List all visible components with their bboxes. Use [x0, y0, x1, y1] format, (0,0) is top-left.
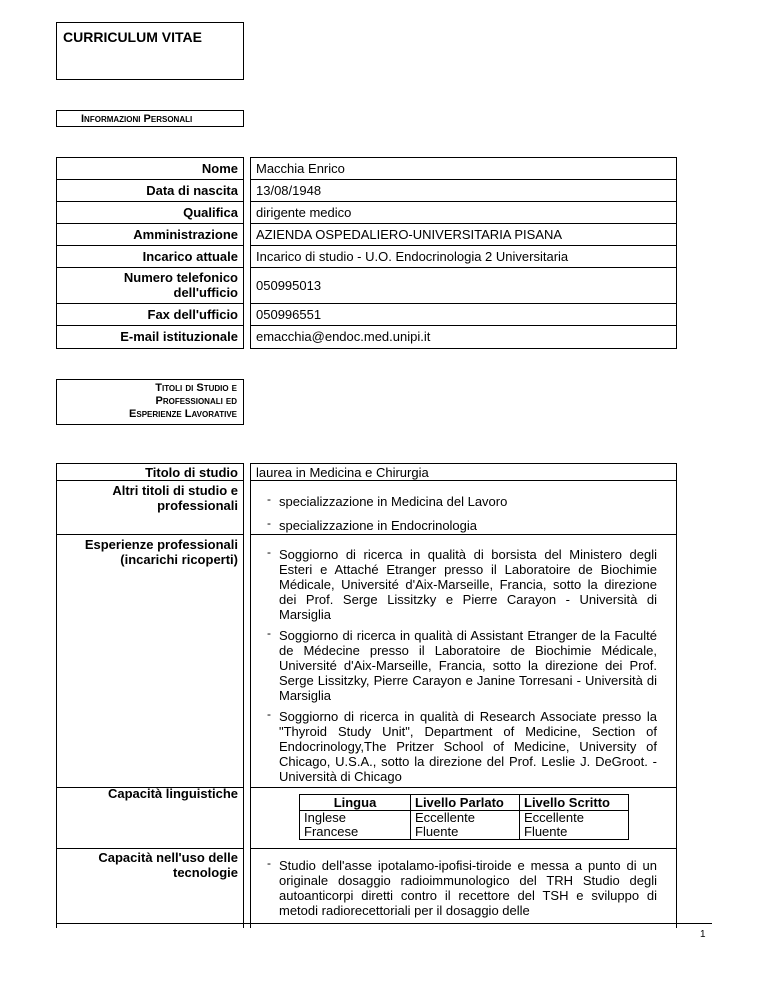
esperienze-label-1: Esperienze professionali: [84, 537, 238, 552]
lingue-cell: Eccellente: [520, 811, 629, 826]
section-titles-line3: Esperienze Lavorative: [129, 408, 237, 420]
lingue-table-wrap: [299, 794, 629, 840]
cv-title-box: [56, 22, 244, 80]
personal-label: Amministrazione: [133, 226, 238, 242]
sep-4: [56, 848, 244, 849]
lingue-header-lingua: Lingua: [300, 795, 411, 811]
altri-label-2: professionali: [157, 498, 238, 513]
altri-item-2: - specializzazione in Endocrinologia: [267, 516, 478, 533]
lingue-table: [299, 794, 629, 840]
cv-title: CURRICULUM VITAE: [63, 29, 202, 45]
sep-2: [56, 534, 244, 535]
lingue-cell: Fluente: [520, 825, 629, 840]
esperienze-label-2: (incarichi ricoperti): [120, 552, 238, 567]
section-personal-header: [56, 110, 244, 127]
lingue-header-scritto: Livello Scritto: [520, 795, 629, 811]
titolo-value: laurea in Medicina e Chirurgia: [256, 465, 429, 480]
lingue-cell: Inglese: [300, 811, 411, 826]
lingue-header-parlato: Livello Parlato: [411, 795, 520, 811]
altri-item-1: - specializzazione in Medicina del Lavoro: [267, 492, 508, 509]
altri-label-1: Altri titoli di studio e: [112, 483, 238, 498]
lingue-label: Capacità linguistiche: [107, 786, 238, 801]
personal-value: 050996551: [256, 306, 322, 322]
personal-label: Numero telefonico dell'ufficio: [123, 270, 238, 300]
section-titles-line2: Professionali ed: [155, 395, 237, 407]
personal-value: 13/08/1948: [256, 182, 322, 198]
personal-value: Macchia Enrico: [256, 160, 345, 176]
tecnologie-label-2: tecnologie: [172, 865, 238, 880]
lingue-cell: Francese: [300, 825, 411, 840]
personal-value: Incarico di studio - U.O. Endocrinologia 2 Universitaria: [256, 248, 569, 264]
sep-1: [56, 480, 244, 481]
section-personal-title: Informazioni Personali: [81, 113, 193, 125]
lingue-cell: Fluente: [411, 825, 520, 840]
personal-label: Fax dell'ufficio: [147, 306, 238, 322]
titolo-label: Titolo di studio: [145, 465, 238, 480]
sep-r1: [250, 480, 677, 481]
sep-r3: [250, 787, 677, 788]
page-number: 1: [700, 929, 706, 940]
footer-rule: [56, 923, 712, 924]
lingue-cell: Eccellente: [411, 811, 520, 826]
personal-label: Data di nascita: [146, 182, 238, 198]
tecnologie-label-1: Capacità nell'uso delle: [98, 850, 238, 865]
personal-value: 050995013: [256, 277, 322, 293]
personal-label: Incarico attuale: [142, 248, 238, 264]
section-titles-line1: Titoli di Studio e: [155, 382, 237, 394]
tecnologie-item: - Studio dell'asse ipotalamo-ipofisi-tiroide e messa a punto di un originale dosaggio radioimmunologico del TRH Studio degli autoanticorpi diretti contro il recettore del TSH e sviluppo di metodi radiorecettoriali per il dosaggio delle: [267, 856, 657, 918]
sep-r2: [250, 534, 677, 535]
section-titles-header: [56, 379, 244, 425]
esperienza-item-2: - Soggiorno di ricerca in qualità di Assistant Etranger de la Faculté de Médecine presso il Laboratoire de Biochimie Médicale, Université d'Aix-Marseille, Francia, sotto la direzione dei Prof. Serge Lissitzky, Pierre Carayon e Janine Torresani - Università di Marsiglia: [267, 626, 657, 703]
esperienza-item-3: - Soggiorno di ricerca in qualità di Research Associate presso la "Thyroid Study Unit", Department of Medicine, Section of Endocrinology,The Pritzer School of Medicine, University of Chicago, U.S.A., sotto la direzione del Prof. Leslie J. DeGroot. - Università di Chicago: [267, 707, 657, 784]
personal-label: E-mail istituzionale: [120, 328, 238, 344]
sep-r4: [250, 848, 677, 849]
esperienza-item-1: - Soggiorno di ricerca in qualità di borsista del Ministero degli Esteri e Attaché Etranger presso il Laboratoire de Biochimie Médicale, Université d'Aix-Marseille, Francia, sotto la direzione dei Prof. Serge Lissitzky e Pierre Carayon - Università di Marsiglia: [267, 545, 657, 622]
personal-value: emacchia@endoc.med.unipi.it: [256, 328, 431, 344]
personal-label: Nome: [201, 160, 238, 176]
personal-label: Qualifica: [183, 204, 238, 220]
personal-value: AZIENDA OSPEDALIERO-UNIVERSITARIA PISANA: [256, 226, 563, 242]
personal-value: dirigente medico: [256, 204, 352, 220]
